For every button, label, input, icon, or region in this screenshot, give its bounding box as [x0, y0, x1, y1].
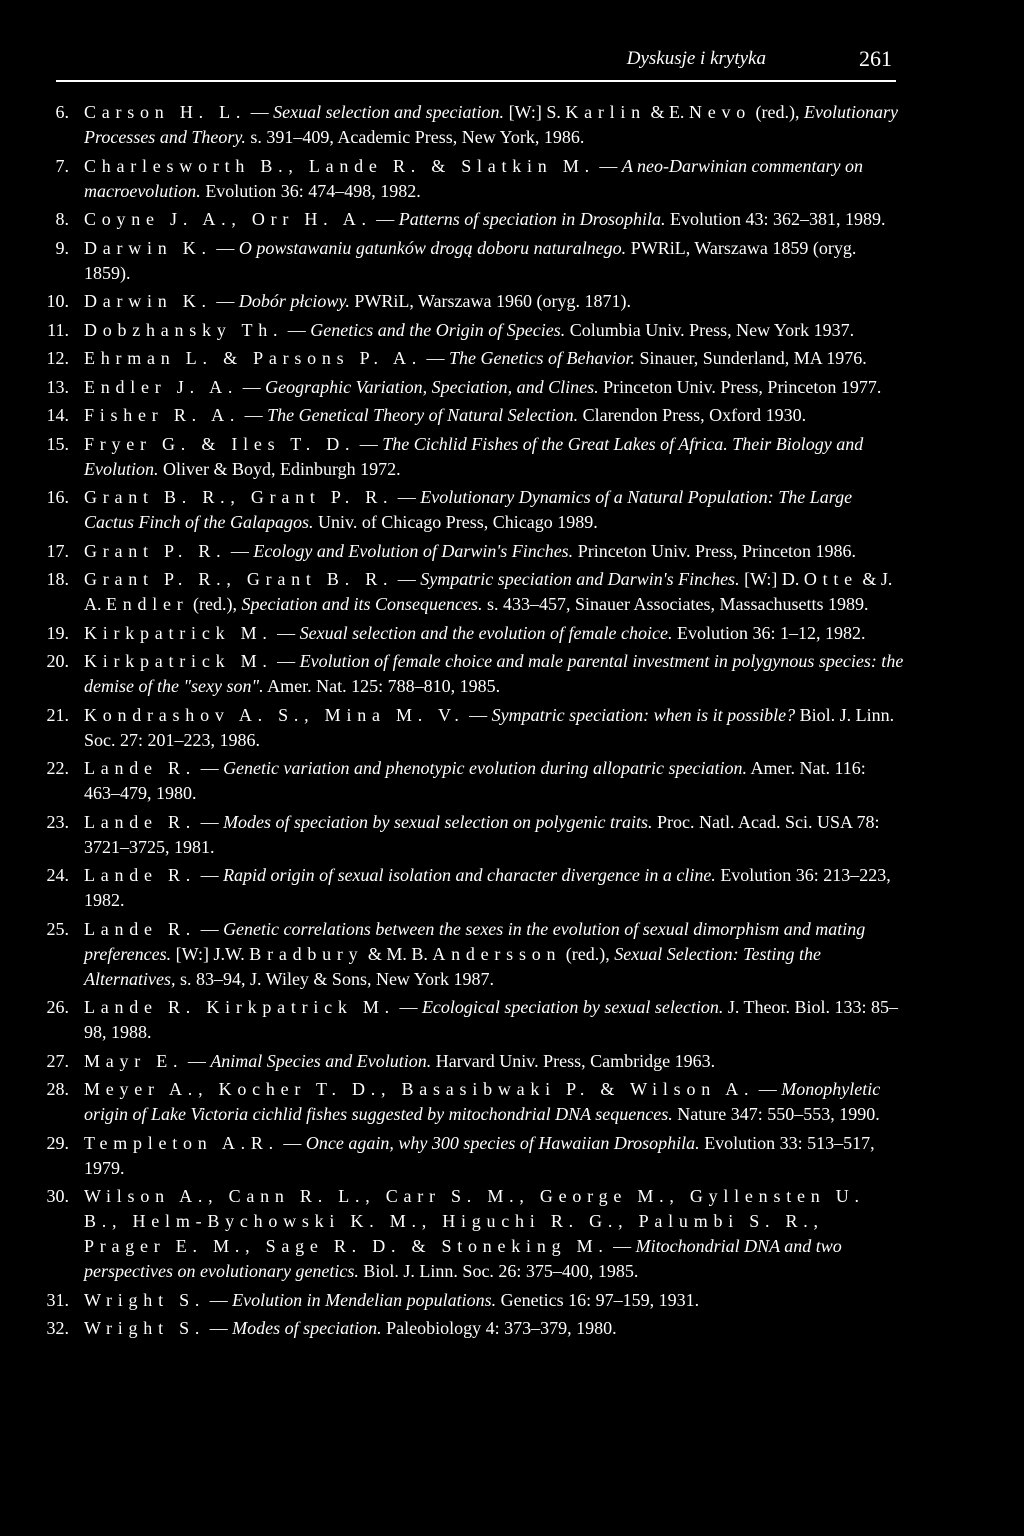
reference-text: Oliver & Boyd, Edinburgh 1972. — [158, 458, 401, 479]
reference-author: Grant P. R. — [84, 540, 227, 561]
reference-text: — — [226, 540, 254, 561]
reference-text: J. Theor. Biol. 133: 85–98, 1988. — [84, 997, 899, 1042]
reference-entry — [0, 810, 1024, 860]
reference-author: Templeton A.R. — [84, 1132, 279, 1153]
reference-title: The Cichlid Fishes of the Great Lakes of Africa. Their Biology and Evolution. — [84, 433, 864, 479]
reference-text: — — [196, 865, 224, 885]
reference-number: 12. — [46, 348, 69, 368]
reference-title: Ecological speciation by sexual selection. — [421, 997, 724, 1017]
reference-entry — [0, 863, 1024, 913]
reference-number: 26. — [46, 997, 69, 1017]
reference-text: Evolution 36: 1–12, 1982. — [672, 622, 866, 643]
reference-text: Biol. J. Linn. Soc. 26: 375–400, 1985. — [358, 1261, 639, 1281]
running-title: Dyskusje i krytyka — [626, 48, 766, 69]
reference-entry — [0, 432, 1024, 482]
reference-title: The Genetics of Behavior. — [449, 348, 635, 368]
reference-entry — [0, 346, 1024, 371]
reference-number: 25. — [46, 918, 69, 939]
reference-entry — [0, 1049, 1024, 1074]
reference-number: 13. — [46, 376, 69, 397]
reference-text: (red.), — [561, 943, 615, 964]
reference-entry — [0, 539, 1024, 564]
reference-title: Evolutionary Processes and Theory. — [84, 102, 898, 147]
reference-text: Evolution 36: 474–498, 1982. — [200, 180, 421, 201]
reference-entry — [0, 318, 1024, 343]
reference-text: Nature 347: 550–553, 1990. — [672, 1104, 880, 1124]
reference-number: 29. — [46, 1132, 69, 1153]
reference-author: Coyne J. A., Orr H. A. — [84, 209, 372, 229]
reference-title: Sexual selection and speciation. — [273, 102, 505, 122]
reference-author: Endler J. A. — [84, 376, 239, 397]
reference-text: s. 433–457, Sinauer Associates, Massachusetts 1989. — [482, 594, 869, 614]
header-rule — [56, 80, 896, 82]
reference-text: — — [246, 102, 274, 122]
reference-title: Modes of speciation by sexual selection on polygenic traits. — [223, 811, 653, 832]
reference-title: Ecology and Evolution of Darwin's Finches. — [253, 540, 574, 561]
reference-text: Amer. Nat. 125: 788–810, 1985. — [263, 676, 501, 696]
reference-number: 31. — [46, 1289, 69, 1310]
reference-entry — [0, 567, 1024, 617]
reference-text: & E. — [645, 102, 689, 122]
reference-number: 24. — [46, 865, 69, 885]
reference-title: Evolution in Mendelian populations. — [232, 1289, 497, 1310]
reference-author: Grant P. R., Grant B. R. — [84, 569, 394, 589]
reference-text: — — [211, 291, 239, 311]
reference-text: [W:] J.W. — [171, 943, 250, 964]
reference-text: — — [272, 622, 300, 643]
reference-number: 9. — [55, 237, 69, 258]
reference-text: s. 391–409, Academic Press, New York, 1986. — [245, 127, 585, 147]
reference-entry — [0, 649, 1024, 699]
reference-author: Wright S. — [84, 1318, 206, 1338]
reference-author: Mayr E. — [84, 1050, 184, 1071]
reference-author: Fryer G. & Iles T. D. — [84, 433, 356, 454]
reference-text: — — [754, 1079, 782, 1099]
reference-title: Sexual selection and the evolution of female choice. — [299, 622, 673, 643]
reference-text: Biol. J. Linn. Soc. 27: 201–223, 1986. — [84, 704, 895, 750]
reference-entry — [0, 756, 1024, 806]
reference-entry — [0, 621, 1024, 646]
reference-number: 28. — [46, 1079, 69, 1099]
reference-text: Evolution 43: 362–381, 1989. — [665, 209, 886, 229]
reference-title: Genetic variation and phenotypic evolution during allopatric speciation. — [223, 758, 747, 778]
reference-text: Amer. Nat. 116: 463–479, 1980. — [84, 758, 866, 803]
reference-text: & J. A. — [84, 569, 893, 614]
reference-title: Once again, why 300 species of Hawaiian Drosophila. — [305, 1132, 700, 1153]
reference-author: Darwin K. — [84, 237, 212, 258]
reference-entry — [0, 703, 1024, 753]
reference-number: 30. — [46, 1186, 69, 1206]
reference-text: PWRiL, Warszawa 1960 (oryg. 1871). — [349, 291, 631, 311]
reference-author: Lande R. — [84, 758, 197, 778]
reference-entry — [0, 403, 1024, 428]
reference-entry — [0, 995, 1024, 1045]
reference-author: Lande R. — [84, 865, 197, 885]
reference-text: — — [464, 704, 492, 725]
reference-number: 16. — [46, 487, 69, 507]
reference-text: — — [211, 237, 239, 258]
reference-number: 7. — [55, 155, 69, 176]
reference-text: s. 83–94, J. Wiley & Sons, New York 1987. — [175, 968, 494, 989]
reference-text: — — [283, 319, 311, 340]
reference-text: — — [422, 348, 450, 368]
reference-text: — — [608, 1236, 636, 1256]
reference-text: (red.), — [188, 594, 242, 614]
reference-entry — [0, 154, 1024, 204]
reference-text: — — [205, 1318, 233, 1338]
reference-entry — [0, 375, 1024, 400]
reference-entry — [0, 1288, 1024, 1313]
reference-title: Dobór płciowy. — [238, 291, 350, 311]
reference-entry — [0, 485, 1024, 535]
reference-text: — — [394, 997, 422, 1017]
reference-author: Otte — [803, 569, 858, 589]
reference-entry — [0, 1316, 1024, 1341]
reference-text: Princeton Univ. Press, Princeton 1977. — [598, 376, 882, 397]
reference-title: Evolution of female choice and male parental investment in polygynous species: the demise of the "sexy son". — [84, 651, 904, 696]
reference-text: — — [205, 1289, 233, 1310]
reference-text: (red.), — [750, 102, 804, 122]
reference-title: Sympatric speciation: when is it possible? — [491, 704, 796, 725]
reference-author: Meyer A., Kocher T. D., Basasibwaki P. & Wilson A. — [84, 1079, 755, 1099]
reference-number: 10. — [46, 291, 69, 311]
reference-text: — — [393, 487, 421, 507]
reference-entry — [0, 100, 1024, 150]
reference-text: — — [594, 155, 622, 176]
reference-author: Grant B. R., Grant P. R. — [84, 487, 394, 507]
reference-author: Nevo — [688, 102, 751, 122]
reference-text: Evolution 36: 213–223, 1982. — [84, 865, 891, 910]
reference-title: Patterns of speciation in Drosophila. — [398, 209, 666, 229]
reference-title: Mitochondrial DNA and two perspectives on evolutionary genetics. — [84, 1236, 842, 1281]
page-number: 261 — [859, 46, 892, 71]
reference-title: Evolutionary Dynamics of a Natural Population: The Large Cactus Finch of the Galapagos. — [84, 487, 853, 532]
reference-author: Lande R. Kirkpatrick M. — [84, 997, 395, 1017]
reference-text: — — [393, 569, 421, 589]
reference-title: Sexual Selection: Testing the Alternatives, — [84, 943, 822, 989]
reference-number: 14. — [46, 405, 69, 425]
reference-title: A neo-Darwinian commentary on macroevolution. — [84, 155, 863, 201]
reference-text: — — [355, 433, 383, 454]
reference-title: Animal Species and Evolution. — [210, 1050, 432, 1071]
reference-title: The Genetical Theory of Natural Selection. — [267, 405, 579, 425]
reference-author: Endler — [106, 594, 189, 614]
reference-entry — [0, 289, 1024, 314]
reference-entry — [0, 207, 1024, 232]
reference-text: — — [240, 405, 268, 425]
reference-text: [W:] D. — [739, 569, 804, 589]
reference-text: [W:] S. — [504, 102, 566, 122]
reference-list — [0, 100, 1024, 1345]
reference-author: Lande R. — [84, 918, 197, 939]
reference-number: 20. — [46, 651, 69, 671]
reference-title: Speciation and its Consequences. — [241, 594, 483, 614]
reference-text: — — [196, 918, 224, 939]
reference-text: Genetics 16: 97–159, 1931. — [496, 1289, 700, 1310]
reference-number: 17. — [46, 540, 69, 561]
reference-number: 23. — [46, 811, 69, 832]
reference-author: Wilson A., Cann R. L., Carr S. M., George M., Gyllensten U. B., Helm-Bychowski K. M., Higuchi R. G., Palumbi S. R., Prager E. M., Sage R. D. & Stoneking M. — [84, 1186, 865, 1256]
reference-text: & M. B. — [363, 943, 433, 964]
reference-text: Proc. Natl. Acad. Sci. USA 78: 3721–3725, 1981. — [84, 811, 880, 857]
reference-text: Univ. of Chicago Press, Chicago 1989. — [313, 512, 598, 532]
reference-number: 6. — [55, 102, 69, 122]
reference-author: Dobzhansky Th. — [84, 319, 284, 340]
reference-text: Princeton Univ. Press, Princeton 1986. — [573, 540, 856, 561]
reference-text: — — [278, 1132, 306, 1153]
reference-number: 27. — [46, 1050, 69, 1071]
reference-title: Sympatric speciation and Darwin's Finches. — [420, 569, 740, 589]
reference-number: 19. — [46, 622, 69, 643]
reference-author: Darwin K. — [84, 291, 212, 311]
reference-text: Sinauer, Sunderland, MA 1976. — [634, 348, 867, 368]
reference-title: O powstawaniu gatunków drogą doboru naturalnego. — [238, 237, 627, 258]
reference-title: Geographic Variation, Speciation, and Clines. — [265, 376, 599, 397]
reference-number: 8. — [55, 209, 69, 229]
reference-text: — — [196, 811, 224, 832]
reference-number: 32. — [46, 1318, 69, 1338]
reference-text: Evolution 33: 513–517, 1979. — [84, 1132, 875, 1178]
reference-title: Modes of speciation. — [232, 1318, 382, 1338]
page-header — [56, 44, 896, 78]
reference-text: PWRiL, Warszawa 1859 (oryg. 1859). — [84, 237, 857, 283]
reference-text: Clarendon Press, Oxford 1930. — [578, 405, 807, 425]
reference-number: 21. — [46, 704, 69, 725]
reference-title: Genetics and the Origin of Species. — [310, 319, 566, 340]
reference-entry — [0, 236, 1024, 286]
reference-title: Genetic correlations between the sexes in the evolution of sexual dimorphism and mating preferences. — [84, 918, 866, 964]
reference-author: Bradbury — [249, 943, 364, 964]
reference-author: Karlin — [565, 102, 646, 122]
reference-number: 15. — [46, 433, 69, 454]
reference-entry — [0, 1077, 1024, 1127]
reference-text: — — [272, 651, 300, 671]
reference-author: Fisher R. A. — [84, 405, 241, 425]
reference-author: Kirkpatrick M. — [84, 651, 273, 671]
reference-text: Columbia Univ. Press, New York 1937. — [565, 319, 855, 340]
reference-number: 22. — [46, 758, 69, 778]
reference-text: — — [196, 758, 224, 778]
reference-author: Andersson — [432, 943, 562, 964]
reference-author: Wright S. — [84, 1289, 206, 1310]
reference-number: 18. — [46, 569, 69, 589]
reference-entry — [0, 917, 1024, 992]
reference-entry — [0, 1131, 1024, 1181]
reference-author: Carson H. L. — [84, 102, 247, 122]
reference-title: Rapid origin of sexual isolation and character divergence in a cline. — [223, 865, 716, 885]
reference-entry — [0, 1184, 1024, 1284]
reference-text: — — [238, 376, 266, 397]
reference-text: — — [183, 1050, 211, 1071]
reference-author: Ehrman L. & Parsons P. A. — [84, 348, 423, 368]
reference-author: Kirkpatrick M. — [84, 622, 273, 643]
reference-text: — — [371, 209, 399, 229]
reference-author: Charlesworth B., Lande R. & Slatkin M. — [84, 155, 595, 176]
reference-text: Paleobiology 4: 373–379, 1980. — [381, 1318, 617, 1338]
reference-author: Kondrashov A. S., Mina M. V. — [84, 704, 465, 725]
reference-title: Monophyletic origin of Lake Victoria cichlid fishes suggested by mitochondrial DNA sequences. — [84, 1079, 881, 1124]
reference-text: Harvard Univ. Press, Cambridge 1963. — [431, 1050, 716, 1071]
reference-author: Lande R. — [84, 811, 197, 832]
reference-number: 11. — [47, 319, 69, 340]
